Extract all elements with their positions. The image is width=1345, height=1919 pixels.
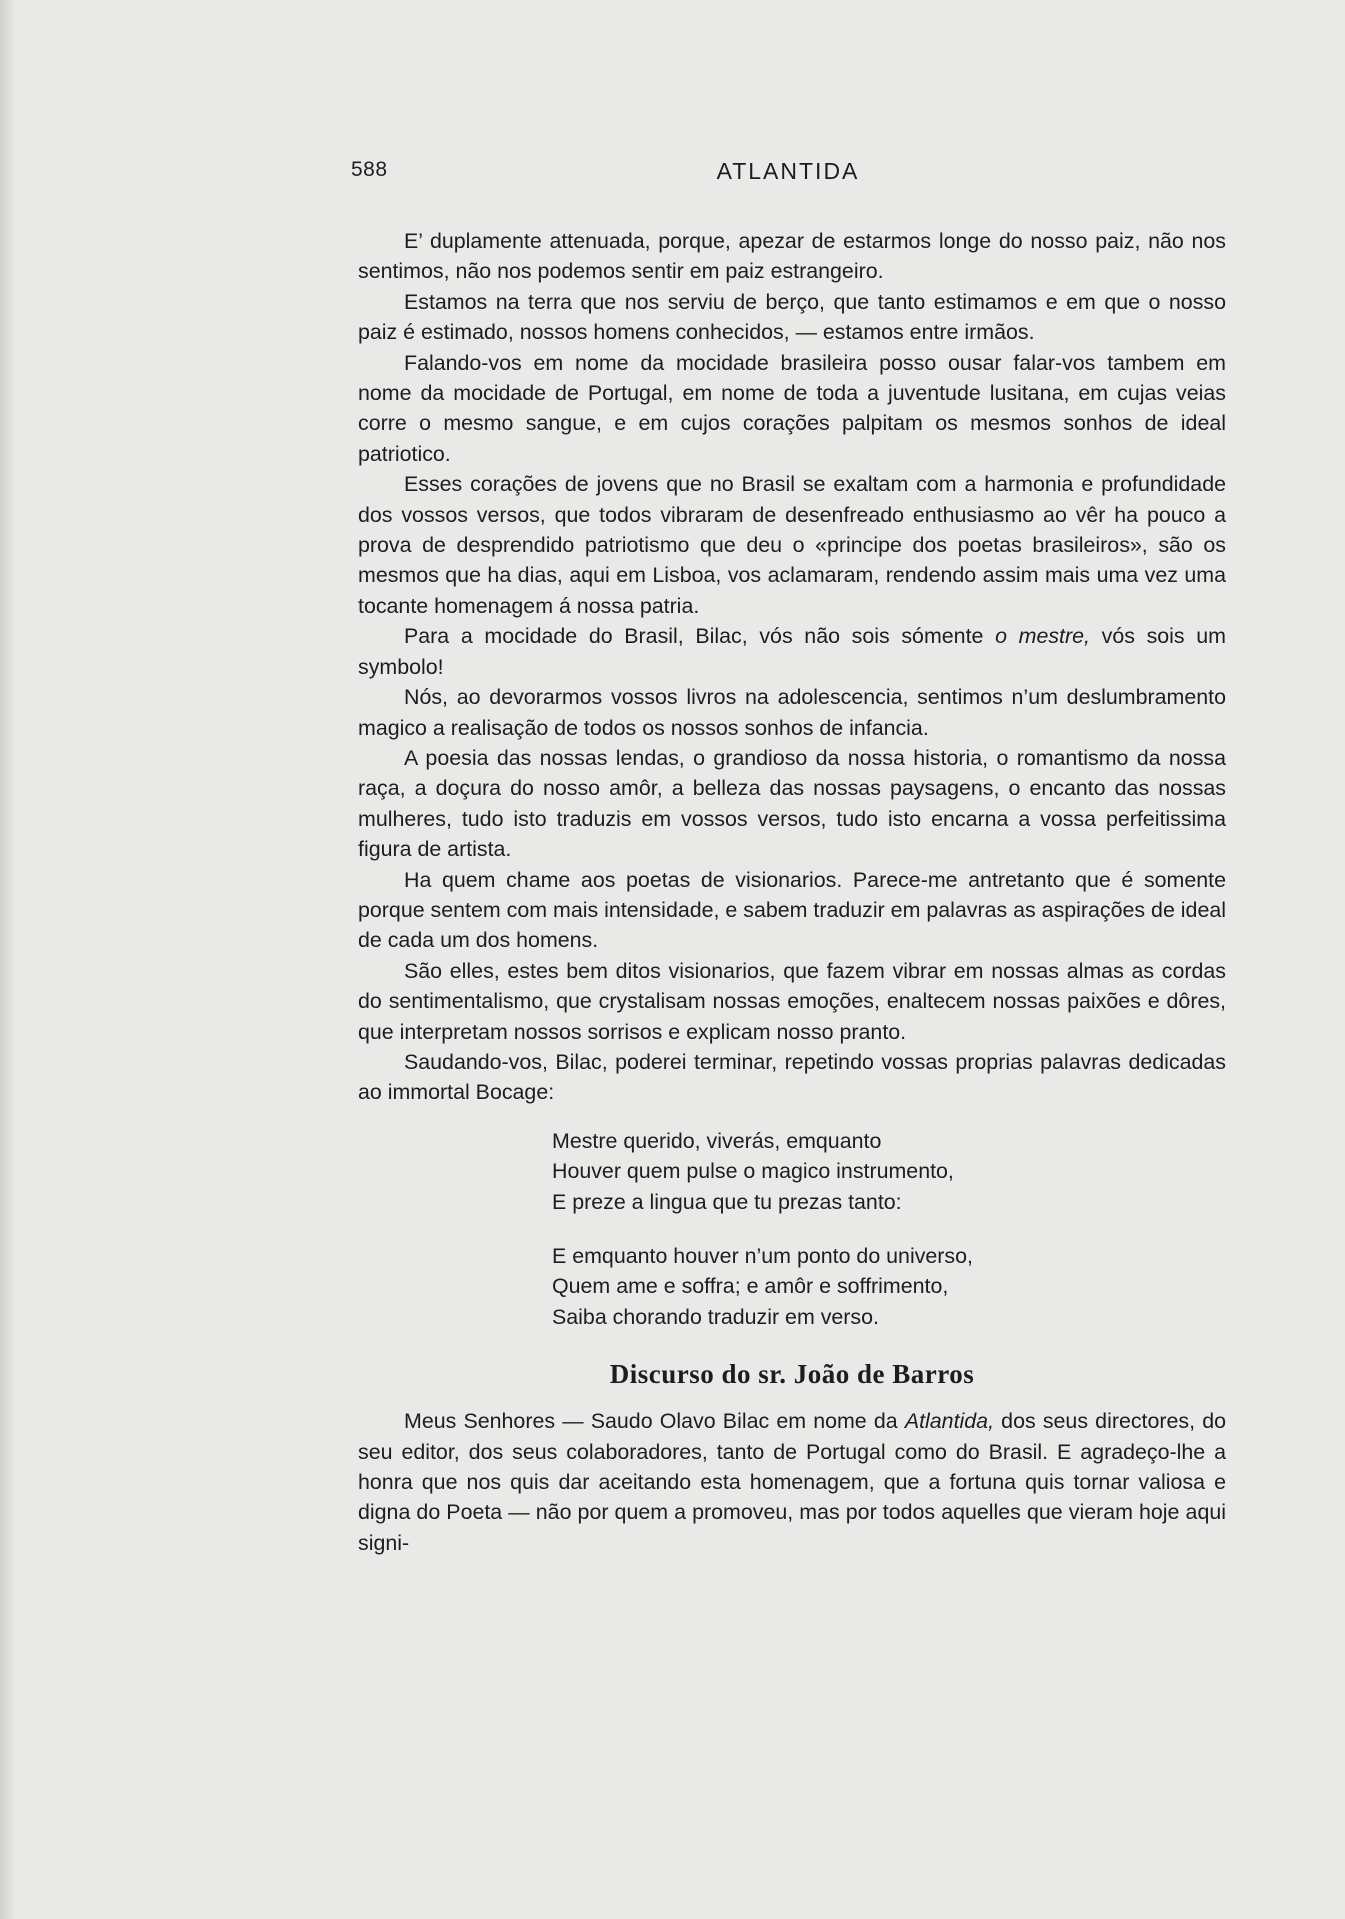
paragraph: Falando-vos em nome da mocidade brasileira posso ousar falar-vos tambem em nome da mocidade de Portugal, em nome de toda a juventude lusitana, em cujas veias corre o mesmo sangue, e em cujos corações palpitam os mesmos sonhos de ideal patriotico.	[358, 350, 1226, 466]
poem-stanza	[552, 1126, 1226, 1217]
poem-line: E emquanto houver n’um ponto do universo,	[552, 1244, 973, 1268]
paragraph-text: Para a mocidade do Brasil, Bilac, vós não sois sómente	[404, 624, 996, 649]
poem-line: Saiba chorando traduzir em verso.	[552, 1304, 879, 1329]
page-number: 588	[351, 158, 388, 181]
speech-paragraph	[358, 1406, 1226, 1558]
emphasis-text: Atlantida,	[904, 1409, 995, 1434]
section-heading: Discurso do sr. João de Barros	[609, 1359, 975, 1390]
paragraph: Nós, ao devorarmos vossos livros na adolescencia, sentimos n’um deslumbramento magico a realisação de todos os nossos sonhos de infancia.	[358, 685, 1226, 740]
paragraph: Esses corações de jovens que no Brasil se exaltam com a harmonia e profundidade dos vossos versos, que todos vibraram de desenfreado enthusiasmo ao vêr ha pouco a prova de desprendido patriotismo que deu o «principe dos poetas brasileiros», são os mesmos que ha dias, aqui em Lisboa, vos aclamaram, rendendo assim mais uma vez uma tocante homenagem á nossa patria.	[358, 472, 1226, 618]
paragraph: A poesia das nossas lendas, o grandioso da nossa historia, o romantismo da nossa raça, a doçura do nosso amôr, a belleza das nossas paysagens, o encanto das nossas mulheres, tudo isto traduzis em vossos versos, tudo isto encarna a vossa perfeitissima figura de artista.	[358, 745, 1226, 862]
poem-quote	[552, 1126, 1226, 1332]
paragraph-text: vós sois um symbolo!	[358, 624, 1227, 679]
poem-line: Houver quem pulse o magico instrumento,	[552, 1159, 954, 1184]
emphasis-text: o mestre,	[995, 624, 1090, 649]
paragraph: Estamos na terra que nos serviu de berço, que tanto estimamos e em que o nosso paiz é estimado, nossos homens conhecidos, — estamos entre irmãos.	[358, 289, 1226, 345]
paragraph: Ha quem chame aos poetas de visionarios. Parece-me antretanto que é somente porque sentem com mais intensidade, e sabem traduzir em palavras as aspirações de ideal de cada um dos homens.	[358, 867, 1226, 953]
poem-line: Quem ame e soffra; e amôr e soffrimento,	[552, 1274, 949, 1299]
poem-stanza	[552, 1241, 1226, 1332]
paragraph: E’ duplamente attenuada, porque, apezar de estarmos longe do nosso paiz, não nos sentimos, não nos podemos sentir em paiz estrangeiro.	[358, 229, 1226, 284]
paragraph-text: Meus Senhores — Saudo Olavo Bilac em nome da	[404, 1409, 905, 1434]
poem-line: Mestre querido, viverás, emquanto	[552, 1128, 882, 1153]
page-header	[351, 158, 1225, 194]
paragraph: São elles, estes bem ditos visionarios, que fazem vibrar em nossas almas as cordas do sentimentalismo, que crystalisam nossas emoções, enaltecem nossas paixões e dôres, que interpretam nossos sorrisos e explicam nosso pranto.	[358, 958, 1226, 1044]
article-body	[358, 226, 1226, 1558]
poem-line: E preze a lingua que tu prezas tanto:	[552, 1189, 902, 1214]
paragraph-text: dos seus directores, do seu editor, dos seus colaboradores, tanto de Portugal como do Brasil. E agradeço-lhe a honra que nos quis dar aceitando esta homenagem, que a fortuna quis tornar valiosa e digna do Poeta — não por quem a promoveu, mas por todos aquelles que vieram hoje aqui signi-	[358, 1409, 1226, 1555]
paragraph: Saudando-vos, Bilac, poderei terminar, repetindo vossas proprias palavras dedicadas ao immortal Bocage:	[358, 1049, 1226, 1105]
page-edge-shadow	[0, 0, 14, 1919]
running-title: ATLANTIDA	[716, 158, 860, 184]
paragraph	[358, 621, 1226, 682]
